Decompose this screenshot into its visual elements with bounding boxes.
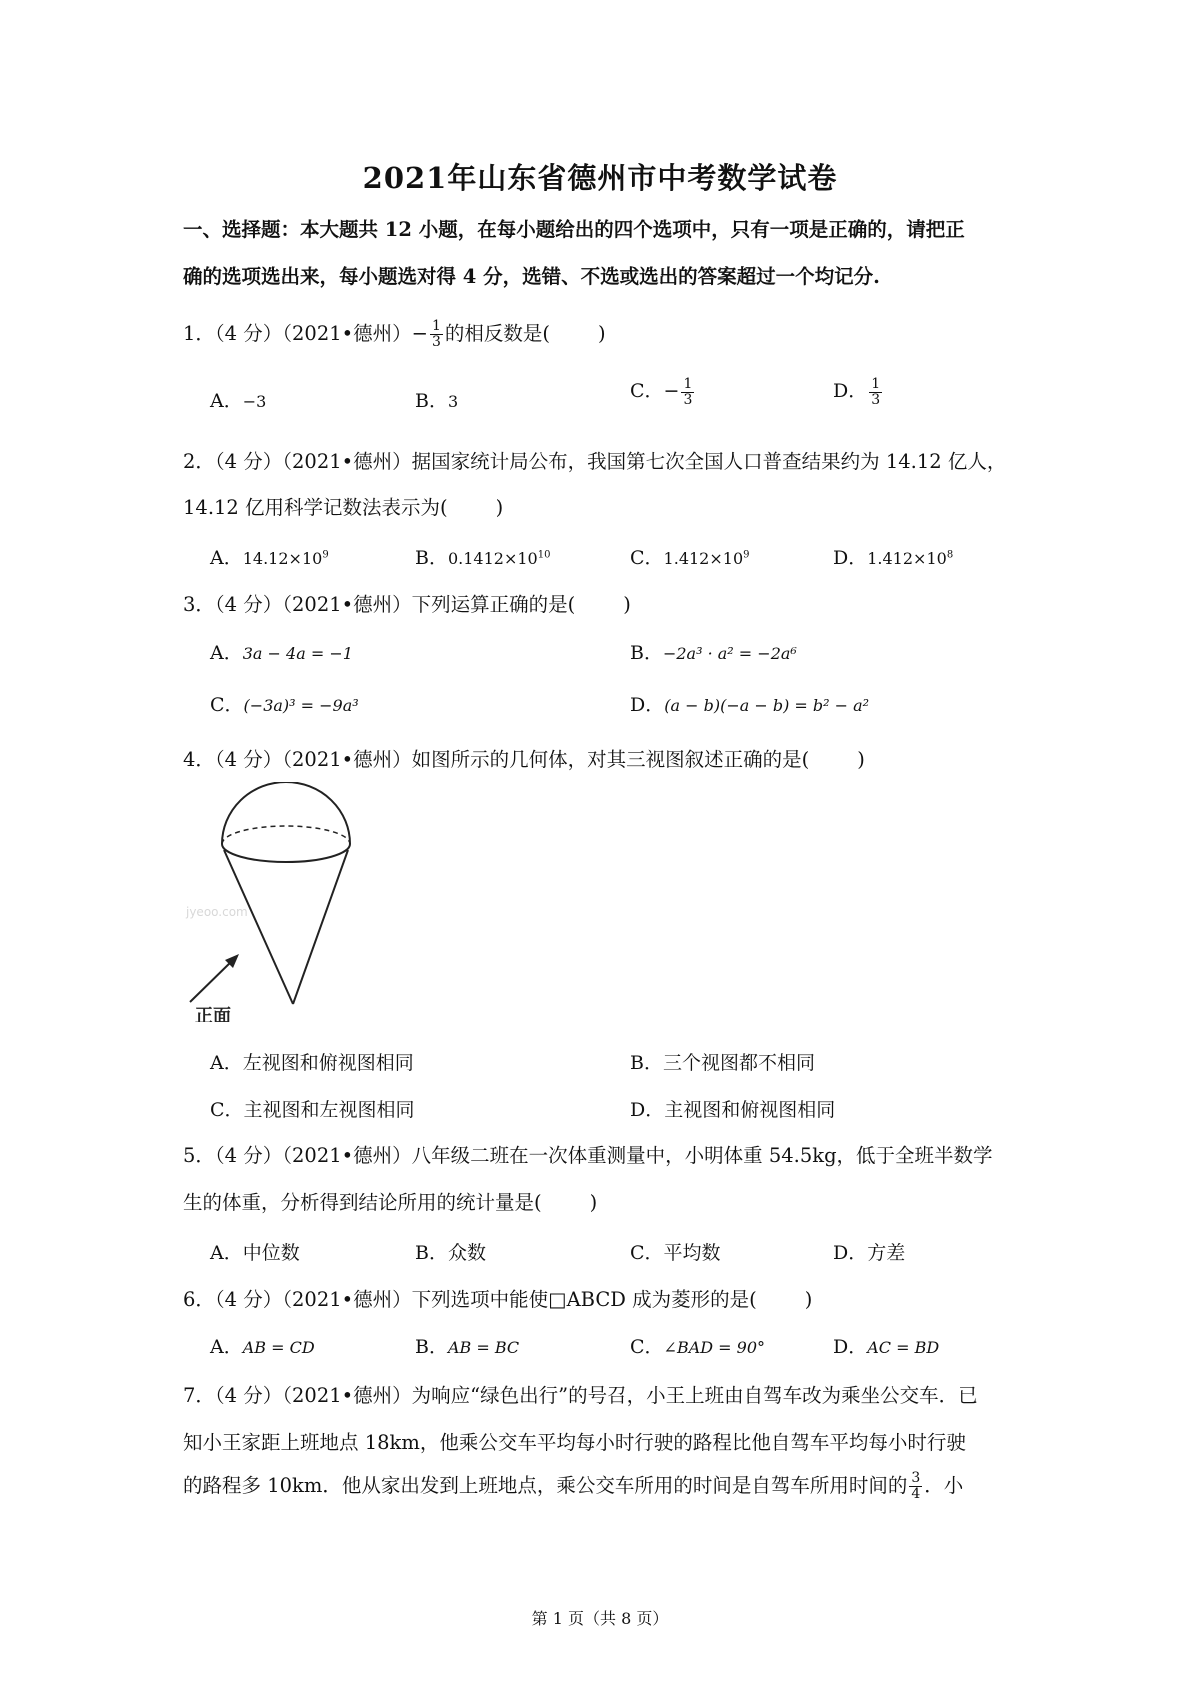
q3-option-d-text: (a − b)(−a − b) = b² − a²: [664, 696, 870, 715]
q2-option-a-label: A．: [210, 547, 243, 569]
q3-option-a-label: A．: [210, 642, 243, 664]
q3-option-b-label: B．: [630, 642, 663, 664]
q1-option-b-label: B．: [415, 390, 448, 412]
q2-option-c-base: 1.412×10: [663, 549, 744, 568]
q1-option-d-den: 3: [871, 391, 881, 408]
q2-option-a[interactable]: [210, 543, 329, 570]
q7-frac-num: 3: [911, 1470, 921, 1486]
geometry-solid-svg: [183, 782, 403, 1022]
q1-option-c[interactable]: [630, 376, 696, 408]
q6-option-a-text: AB = CD: [242, 1338, 315, 1357]
question-2-line1: 2．（4 分）（2021•德州）据国家统计局公布，我国第七次全国人口普查结果约为 14.12 亿人，: [183, 450, 1007, 473]
q2-option-b[interactable]: [415, 543, 550, 570]
q6-option-c[interactable]: [630, 1332, 765, 1359]
q1-option-c-neg: −: [663, 380, 680, 402]
q2-option-a-exp: 9: [322, 549, 329, 561]
q6-text: 6．（4 分）（2021•德州）下列选项中能使□ABCD 成为菱形的是(: [183, 1288, 757, 1311]
q5-option-a-text: 中位数: [242, 1242, 300, 1264]
q3-option-c-label: C．: [210, 694, 244, 716]
q1-option-b-text: 3: [447, 392, 459, 411]
q5-option-a[interactable]: [210, 1238, 300, 1265]
q5-option-b-label: B．: [415, 1242, 448, 1264]
q3-option-d-label: D．: [630, 694, 665, 716]
question-1: [183, 318, 1033, 350]
q2-option-d-exp: 8: [946, 549, 954, 561]
q1-option-d[interactable]: [833, 376, 884, 408]
q6-option-a[interactable]: [210, 1332, 315, 1359]
q1-option-c-num: 1: [683, 375, 693, 392]
q6-option-b[interactable]: [415, 1332, 519, 1359]
q4-close: ): [857, 748, 865, 771]
q3-option-c-text: (−3a)³ = −9a³: [243, 696, 359, 715]
q3-option-a[interactable]: [210, 638, 353, 665]
q5-option-c[interactable]: [630, 1238, 721, 1265]
q1-suffix: 的相反数是(: [444, 322, 551, 345]
section-instructions-line2: 确的选项选出来，每小题选对得 4 分，选错、不选或选出的答案超过一个均记分.: [183, 265, 880, 288]
q2-option-a-base: 14.12×10: [242, 549, 323, 568]
question-5-line1: 5．（4 分）（2021•德州）八年级二班在一次体重测量中，小明体重 54.5kg，低于全班半数学: [183, 1144, 993, 1167]
q3-option-a-text: 3a − 4a = −1: [242, 644, 353, 663]
q4-option-c-text: 主视图和左视图相同: [243, 1099, 415, 1121]
watermark-text: jyeoo.com: [186, 905, 248, 919]
question-5-line2: [183, 1187, 1033, 1215]
q1-option-c-fraction: [681, 377, 694, 408]
front-arrow-shaft: [190, 958, 235, 1002]
q6-option-d-text: AC = BD: [867, 1338, 940, 1357]
q3-option-c[interactable]: [210, 690, 359, 717]
q3-option-b-text: −2a³ · a² = −2a⁶: [662, 644, 797, 663]
q6-option-d-label: D．: [833, 1336, 868, 1358]
q1-option-a-label: A．: [210, 390, 243, 412]
q2-option-d[interactable]: [833, 543, 953, 570]
q4-option-d[interactable]: [630, 1095, 835, 1122]
q3-close: ): [623, 593, 631, 616]
q5-line2-text: 生的体重，分析得到结论所用的统计量是(: [183, 1191, 542, 1214]
q4-option-b-text: 三个视图都不相同: [662, 1052, 815, 1074]
q5-option-d-label: D．: [833, 1242, 868, 1264]
cone-right-edge: [293, 850, 348, 1004]
q1-option-c-den: 3: [683, 391, 693, 408]
question-7-line3: [183, 1470, 1033, 1502]
q5-option-b[interactable]: [415, 1238, 486, 1265]
q1-option-d-num: 1: [871, 375, 881, 392]
page-title: 2021年山东省德州市中考数学试卷: [362, 161, 838, 195]
q6-close: ): [804, 1288, 813, 1311]
q2-option-c-label: C．: [630, 547, 664, 569]
q1-close: ): [598, 322, 606, 345]
q2-option-c-exp: 9: [743, 549, 750, 561]
q5-option-c-label: C．: [630, 1242, 664, 1264]
cone-left-edge: [224, 850, 293, 1004]
q6-option-c-text: ∠BAD = 90°: [663, 1338, 766, 1357]
section-instructions-line1: 一、选择题：本大题共 12 小题，在每小题给出的四个选项中，只有一项是正确的，请把正: [183, 218, 965, 241]
q4-option-d-text: 主视图和俯视图相同: [664, 1099, 836, 1121]
q5-option-d[interactable]: [833, 1238, 905, 1265]
q1-neg: −: [411, 322, 428, 345]
q6-option-a-label: A．: [210, 1336, 243, 1358]
q6-option-d[interactable]: [833, 1332, 939, 1359]
q1-frac-num: 1: [431, 318, 441, 334]
question-4: [183, 744, 1033, 772]
q3-option-d[interactable]: [630, 690, 869, 717]
q1-option-a-text: −3: [242, 392, 267, 411]
question-2-line2: [183, 492, 1033, 520]
q4-option-a[interactable]: [210, 1048, 414, 1075]
q4-option-c[interactable]: [210, 1095, 415, 1122]
q7-line3-text: 的路程多 10km．他从家出发到上班地点，乘公交车所用的时间是自驾车所用时间的: [183, 1474, 908, 1497]
q1-option-a[interactable]: [210, 386, 266, 413]
q1-option-c-label: C．: [630, 380, 664, 402]
q3-option-b[interactable]: [630, 638, 797, 665]
q2-option-b-label: B．: [415, 547, 448, 569]
q2-close: ): [495, 496, 504, 519]
q4-option-c-label: C．: [210, 1099, 244, 1121]
q2-option-d-label: D．: [833, 547, 868, 569]
q1-prefix: 1．（4 分）（2021•德州）: [183, 322, 412, 345]
q5-option-d-text: 方差: [867, 1242, 906, 1264]
q7-tail: ．小: [924, 1474, 964, 1497]
q5-option-a-label: A．: [210, 1242, 243, 1264]
q6-option-c-label: C．: [630, 1336, 664, 1358]
q4-option-b[interactable]: [630, 1048, 815, 1075]
q3-text: 3．（4 分）（2021•德州）下列运算正确的是(: [183, 593, 576, 616]
question-7-line2: 知小王家距上班地点 18km，他乘公交车平均每小时行驶的路程比他自驾车平均每小时行驶: [183, 1431, 966, 1454]
q4-text: 4．（4 分）（2021•德州）如图所示的几何体，对其三视图叙述正确的是(: [183, 748, 810, 771]
q4-option-a-label: A．: [210, 1052, 243, 1074]
q1-option-b[interactable]: [415, 386, 458, 413]
q5-option-c-text: 平均数: [663, 1242, 721, 1264]
q5-close: ): [589, 1191, 598, 1214]
page-footer: 第 1 页（共 8 页）: [531, 1609, 669, 1628]
hidden-edge-ellipse: [222, 826, 350, 844]
q2-option-b-exp: 10: [537, 549, 551, 561]
q6-option-b-text: AB = BC: [447, 1338, 520, 1357]
q2-option-c[interactable]: [630, 543, 750, 570]
question-7-line1: 7．（4 分）（2021•德州）为响应“绿色出行”的号召，小王上班由自驾车改为乘坐公交车．已: [183, 1384, 978, 1407]
q4-option-d-label: D．: [630, 1099, 665, 1121]
visible-edge-ellipse: [222, 844, 350, 862]
front-view-label: 正面: [195, 1006, 231, 1022]
question-6: [183, 1284, 1033, 1312]
q1-frac-den: 3: [431, 334, 441, 350]
cone-hemisphere-figure: [183, 782, 403, 1026]
q5-option-b-text: 众数: [447, 1242, 486, 1264]
q2-option-d-base: 1.412×10: [867, 549, 947, 568]
q6-option-b-label: B．: [415, 1336, 448, 1358]
question-3: [183, 589, 1033, 617]
q4-option-b-label: B．: [630, 1052, 663, 1074]
q4-option-a-text: 左视图和俯视图相同: [242, 1052, 414, 1074]
q2-line2-text: 14.12 亿用科学记数法表示为(: [183, 496, 448, 519]
q7-fraction: [909, 1471, 922, 1502]
hemisphere-arc: [222, 782, 350, 844]
q1-option-d-fraction: [869, 377, 882, 408]
q2-option-b-base: 0.1412×10: [447, 549, 538, 568]
q7-frac-den: 4: [911, 1486, 921, 1502]
q1-fraction: [430, 319, 443, 350]
q1-option-d-label: D．: [833, 380, 868, 402]
